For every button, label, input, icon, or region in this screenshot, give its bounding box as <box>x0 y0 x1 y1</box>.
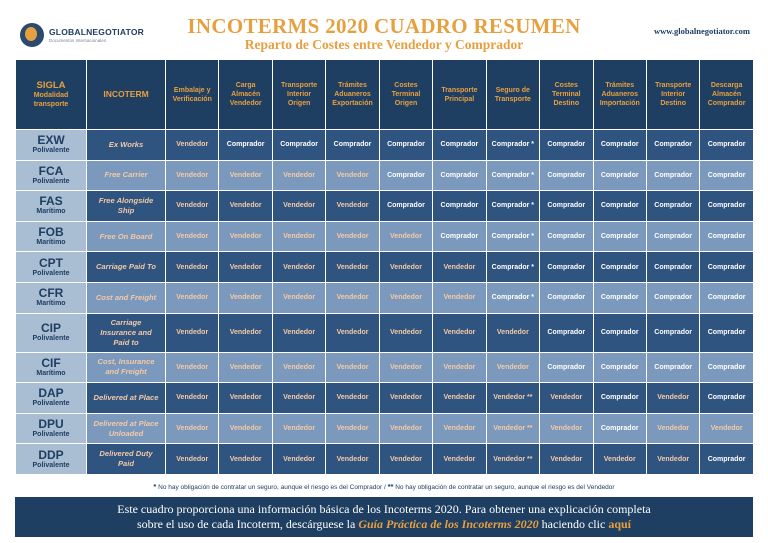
incoterm-code: CIP <box>40 321 61 336</box>
incoterm-name: Delivered at Place <box>87 383 166 414</box>
website-link[interactable]: www.globalnegotiator.com <box>653 26 750 36</box>
cost-cell: Comprador <box>540 221 593 252</box>
cost-cell: Vendedor <box>166 221 219 252</box>
table-row <box>16 252 754 283</box>
sigla-cell <box>16 160 87 191</box>
cost-cell: Comprador <box>540 252 593 283</box>
cost-cell: Vendedor <box>646 413 699 444</box>
cost-cell: Vendedor <box>486 352 539 383</box>
cost-cell: Vendedor <box>166 282 219 313</box>
sigla-cell <box>16 130 87 161</box>
cost-cell: Comprador <box>646 160 699 191</box>
cost-cell: Comprador <box>593 221 646 252</box>
cost-cell: Vendedor <box>219 383 272 414</box>
cost-cell: Vendedor <box>593 444 646 475</box>
cost-cell: Vendedor <box>379 313 432 352</box>
cost-cell: Vendedor <box>486 313 539 352</box>
cost-cell: Comprador <box>540 130 593 161</box>
cost-cell: Vendedor <box>433 444 486 475</box>
incoterm-name: Carriage Insurance and Paid to <box>87 313 166 352</box>
cost-cell: Comprador <box>646 352 699 383</box>
transport-mode: Polivalente <box>32 269 70 277</box>
cost-cell: Vendedor <box>219 444 272 475</box>
cost-cell: Vendedor <box>379 444 432 475</box>
cost-cell: Comprador <box>700 352 753 383</box>
cost-cell: Vendedor <box>272 444 325 475</box>
cost-cell: Vendedor <box>326 352 379 383</box>
cost-cell: Vendedor <box>379 252 432 283</box>
incoterm-name: Ex Works <box>87 130 166 161</box>
cost-cell: Vendedor <box>219 413 272 444</box>
incoterm-header: INCOTERM <box>87 60 166 130</box>
transport-mode: Marítimo <box>36 369 66 377</box>
transport-mode: Polivalente <box>32 147 70 155</box>
cost-cell: Comprador <box>593 383 646 414</box>
cost-cell: Vendedor <box>326 413 379 444</box>
column-header: Descarga Almacén Comprador <box>700 60 753 130</box>
table-row <box>16 282 754 313</box>
cost-cell: Comprador <box>593 313 646 352</box>
cost-cell: Comprador <box>646 252 699 283</box>
table-row <box>16 313 754 352</box>
footer-line-1: Este cuadro proporciona una información básica de los Incoterms 2020. Para obtener una explicación completa <box>117 502 651 516</box>
table-row <box>16 130 754 161</box>
cost-cell: Vendedor <box>700 413 753 444</box>
transport-mode: Marítimo <box>36 239 66 247</box>
cost-cell: Vendedor <box>219 352 272 383</box>
column-header: Transporte Principal <box>433 60 486 130</box>
cost-cell: Comprador * <box>486 160 539 191</box>
sigla-cell <box>16 313 87 352</box>
cost-cell: Comprador <box>700 191 753 222</box>
guide-link[interactable]: Guía Práctica de los Incoterms 2020 <box>358 517 539 531</box>
table-row <box>16 444 754 475</box>
incoterm-code: DPU <box>38 417 64 432</box>
logo-tagline: Documentos Internacionales <box>49 38 107 43</box>
cost-cell: Vendedor <box>379 282 432 313</box>
cost-cell: Comprador <box>593 160 646 191</box>
cost-cell: Comprador <box>700 252 753 283</box>
sigla-cell <box>16 282 87 313</box>
cost-cell: Comprador <box>540 282 593 313</box>
cost-cell: Comprador <box>379 191 432 222</box>
cost-cell: Vendedor <box>326 383 379 414</box>
cost-cell: Vendedor <box>326 282 379 313</box>
cost-cell: Comprador * <box>486 282 539 313</box>
cost-cell: Vendedor <box>379 413 432 444</box>
cost-cell: Vendedor <box>379 221 432 252</box>
cost-cell: Vendedor <box>540 413 593 444</box>
cost-cell: Vendedor <box>379 383 432 414</box>
footer-line-2: sobre el uso de cada Incoterm, descárguese la Guía Práctica de los Incoterms 2020 haciendo clic aquí <box>136 517 631 531</box>
cost-cell: Vendedor <box>433 313 486 352</box>
incoterm-code: CFR <box>38 286 64 301</box>
cost-cell: Vendedor <box>219 191 272 222</box>
cost-cell: Comprador <box>433 191 486 222</box>
incoterm-code: FCA <box>38 163 64 178</box>
cost-cell: Comprador <box>646 130 699 161</box>
incoterm-code: FAS <box>39 194 63 209</box>
cost-cell: Vendedor <box>166 191 219 222</box>
transport-mode: Polivalente <box>32 400 70 408</box>
table-header-row <box>16 60 754 130</box>
table-row <box>16 383 754 414</box>
cost-cell: Vendedor <box>433 282 486 313</box>
incoterm-name: Delivered Duty Paid <box>87 444 166 475</box>
incoterm-code: EXW <box>37 133 65 148</box>
incoterm-name: Free Carrier <box>87 160 166 191</box>
cost-cell: Vendedor <box>433 383 486 414</box>
cost-cell: Vendedor <box>219 160 272 191</box>
cost-cell: Comprador <box>326 130 379 161</box>
cost-cell: Vendedor <box>379 352 432 383</box>
incoterm-code: FOB <box>38 225 64 240</box>
cost-cell: Vendedor <box>272 191 325 222</box>
cost-cell: Vendedor ** <box>486 444 539 475</box>
sigla-cell <box>16 352 87 383</box>
column-header: Trámites Aduaneros Importación <box>593 60 646 130</box>
cost-cell: Vendedor <box>219 313 272 352</box>
cost-cell: Comprador <box>540 352 593 383</box>
cost-cell: Comprador <box>540 191 593 222</box>
cost-cell: Vendedor <box>166 444 219 475</box>
cost-cell: Vendedor <box>540 383 593 414</box>
column-header: Seguro de Transporte <box>486 60 539 130</box>
cost-cell: Vendedor <box>219 252 272 283</box>
cost-cell: Vendedor <box>326 160 379 191</box>
incoterm-name: Free Alongside Ship <box>87 191 166 222</box>
cost-cell: Comprador <box>593 352 646 383</box>
cost-cell: Comprador <box>700 130 753 161</box>
cost-cell: Vendedor <box>326 313 379 352</box>
cost-cell: Vendedor <box>166 413 219 444</box>
column-header: Costes Terminal Destino <box>540 60 593 130</box>
cost-cell: Vendedor <box>272 313 325 352</box>
page-title: INCOTERMS 2020 CUADRO RESUMEN <box>187 14 581 38</box>
incoterm-code: CIF <box>41 355 61 370</box>
cost-cell: Comprador <box>700 444 753 475</box>
sigla-cell <box>16 252 87 283</box>
transport-mode: Polivalente <box>32 461 70 469</box>
cost-cell: Comprador <box>646 221 699 252</box>
sigla-header: SIGLA Modalidad transporte <box>16 60 87 130</box>
download-link[interactable]: aquí <box>608 517 631 531</box>
incoterm-name: Delivered at Place Unloaded <box>87 413 166 444</box>
cost-cell: Comprador <box>700 313 753 352</box>
cost-cell: Vendedor <box>219 221 272 252</box>
cost-cell: Comprador <box>433 221 486 252</box>
cost-cell: Vendedor <box>326 252 379 283</box>
cost-cell: Vendedor <box>646 444 699 475</box>
cost-cell: Comprador <box>272 130 325 161</box>
cost-cell: Vendedor <box>166 252 219 283</box>
transport-mode: Marítimo <box>36 208 66 216</box>
cost-cell: Vendedor <box>326 191 379 222</box>
incoterm-code: DAP <box>38 386 64 401</box>
sigla-cell <box>16 221 87 252</box>
table-row <box>16 221 754 252</box>
cost-cell: Vendedor <box>326 444 379 475</box>
column-header: Costes Terminal Origen <box>379 60 432 130</box>
column-header: Transporte Interior Destino <box>646 60 699 130</box>
table-body <box>16 130 754 475</box>
cost-cell: Vendedor <box>166 313 219 352</box>
cost-cell: Vendedor <box>272 352 325 383</box>
cost-cell: Vendedor <box>166 352 219 383</box>
cost-cell: Comprador <box>646 191 699 222</box>
cost-cell: Comprador <box>379 130 432 161</box>
cost-cell: Vendedor <box>433 352 486 383</box>
cost-cell: Comprador <box>593 282 646 313</box>
cost-cell: Vendedor ** <box>486 383 539 414</box>
cost-cell: Vendedor <box>433 413 486 444</box>
column-header: Trámites Aduaneros Exportación <box>326 60 379 130</box>
cost-cell: Vendedor <box>272 160 325 191</box>
incoterm-name: Cost and Freight <box>87 282 166 313</box>
cost-cell: Comprador <box>219 130 272 161</box>
cost-cell: Comprador <box>593 252 646 283</box>
cost-cell: Vendedor <box>326 221 379 252</box>
cost-cell: Vendedor <box>646 383 699 414</box>
cost-cell: Comprador <box>540 160 593 191</box>
cost-cell: Comprador <box>700 282 753 313</box>
cost-cell: Vendedor <box>219 282 272 313</box>
transport-mode: Polivalente <box>32 335 70 343</box>
cost-cell: Vendedor <box>166 383 219 414</box>
sigla-cell <box>16 191 87 222</box>
sigla-cell <box>16 383 87 414</box>
cost-cell: Comprador <box>646 282 699 313</box>
table-row <box>16 191 754 222</box>
incoterm-name: Free On Board <box>87 221 166 252</box>
cost-cell: Comprador <box>379 160 432 191</box>
transport-mode: Polivalente <box>32 177 70 185</box>
cost-cell: Comprador * <box>486 221 539 252</box>
cost-cell: Vendedor <box>272 413 325 444</box>
incoterm-name: Carriage Paid To <box>87 252 166 283</box>
incoterm-code: DDP <box>38 447 64 462</box>
cost-cell: Comprador <box>433 130 486 161</box>
cost-cell: Vendedor <box>540 444 593 475</box>
table-row <box>16 413 754 444</box>
transport-mode: Marítimo <box>36 300 66 308</box>
sigla-cell <box>16 413 87 444</box>
cost-cell: Comprador * <box>486 252 539 283</box>
transport-mode: Polivalente <box>32 431 70 439</box>
table-row <box>16 160 754 191</box>
cost-cell: Vendedor <box>272 383 325 414</box>
cost-cell: Vendedor <box>166 130 219 161</box>
column-header: Carga Almacén Vendedor <box>219 60 272 130</box>
page-subtitle: Reparto de Costes entre Vendedor y Comprador <box>244 37 524 52</box>
cost-cell: Comprador <box>700 383 753 414</box>
cost-cell: Comprador <box>593 413 646 444</box>
cost-cell: Comprador <box>433 160 486 191</box>
footer-banner <box>15 497 753 537</box>
cost-cell: Vendedor <box>433 252 486 283</box>
column-header: Embalaje y Verificación <box>166 60 219 130</box>
cost-cell: Comprador * <box>486 130 539 161</box>
logo-name: GLOBALNEGOTIATOR <box>49 27 144 37</box>
column-header: Transporte Interior Origen <box>272 60 325 130</box>
sigla-cell <box>16 444 87 475</box>
cost-cell: Vendedor <box>166 160 219 191</box>
cost-cell: Comprador <box>593 191 646 222</box>
cost-cell: Comprador <box>593 130 646 161</box>
cost-cell: Vendedor <box>272 221 325 252</box>
incoterms-table <box>15 59 754 475</box>
cost-cell: Comprador <box>700 160 753 191</box>
cost-cell: Vendedor <box>272 252 325 283</box>
cost-cell: Comprador <box>646 313 699 352</box>
table-row <box>16 352 754 383</box>
cost-cell: Comprador <box>700 221 753 252</box>
footnote: * No hay obligación de contratar un seguro, aunque el riesgo es del Comprador / ** No hay obligación de contratar un seguro, aunque el riesgo es del Vendedor <box>153 482 615 491</box>
cost-cell: Vendedor ** <box>486 413 539 444</box>
cost-cell: Comprador * <box>486 191 539 222</box>
cost-cell: Vendedor <box>272 282 325 313</box>
incoterm-code: CPT <box>39 255 63 270</box>
cost-cell: Comprador <box>540 313 593 352</box>
incoterm-name: Cost, Insurance and Freight <box>87 352 166 383</box>
